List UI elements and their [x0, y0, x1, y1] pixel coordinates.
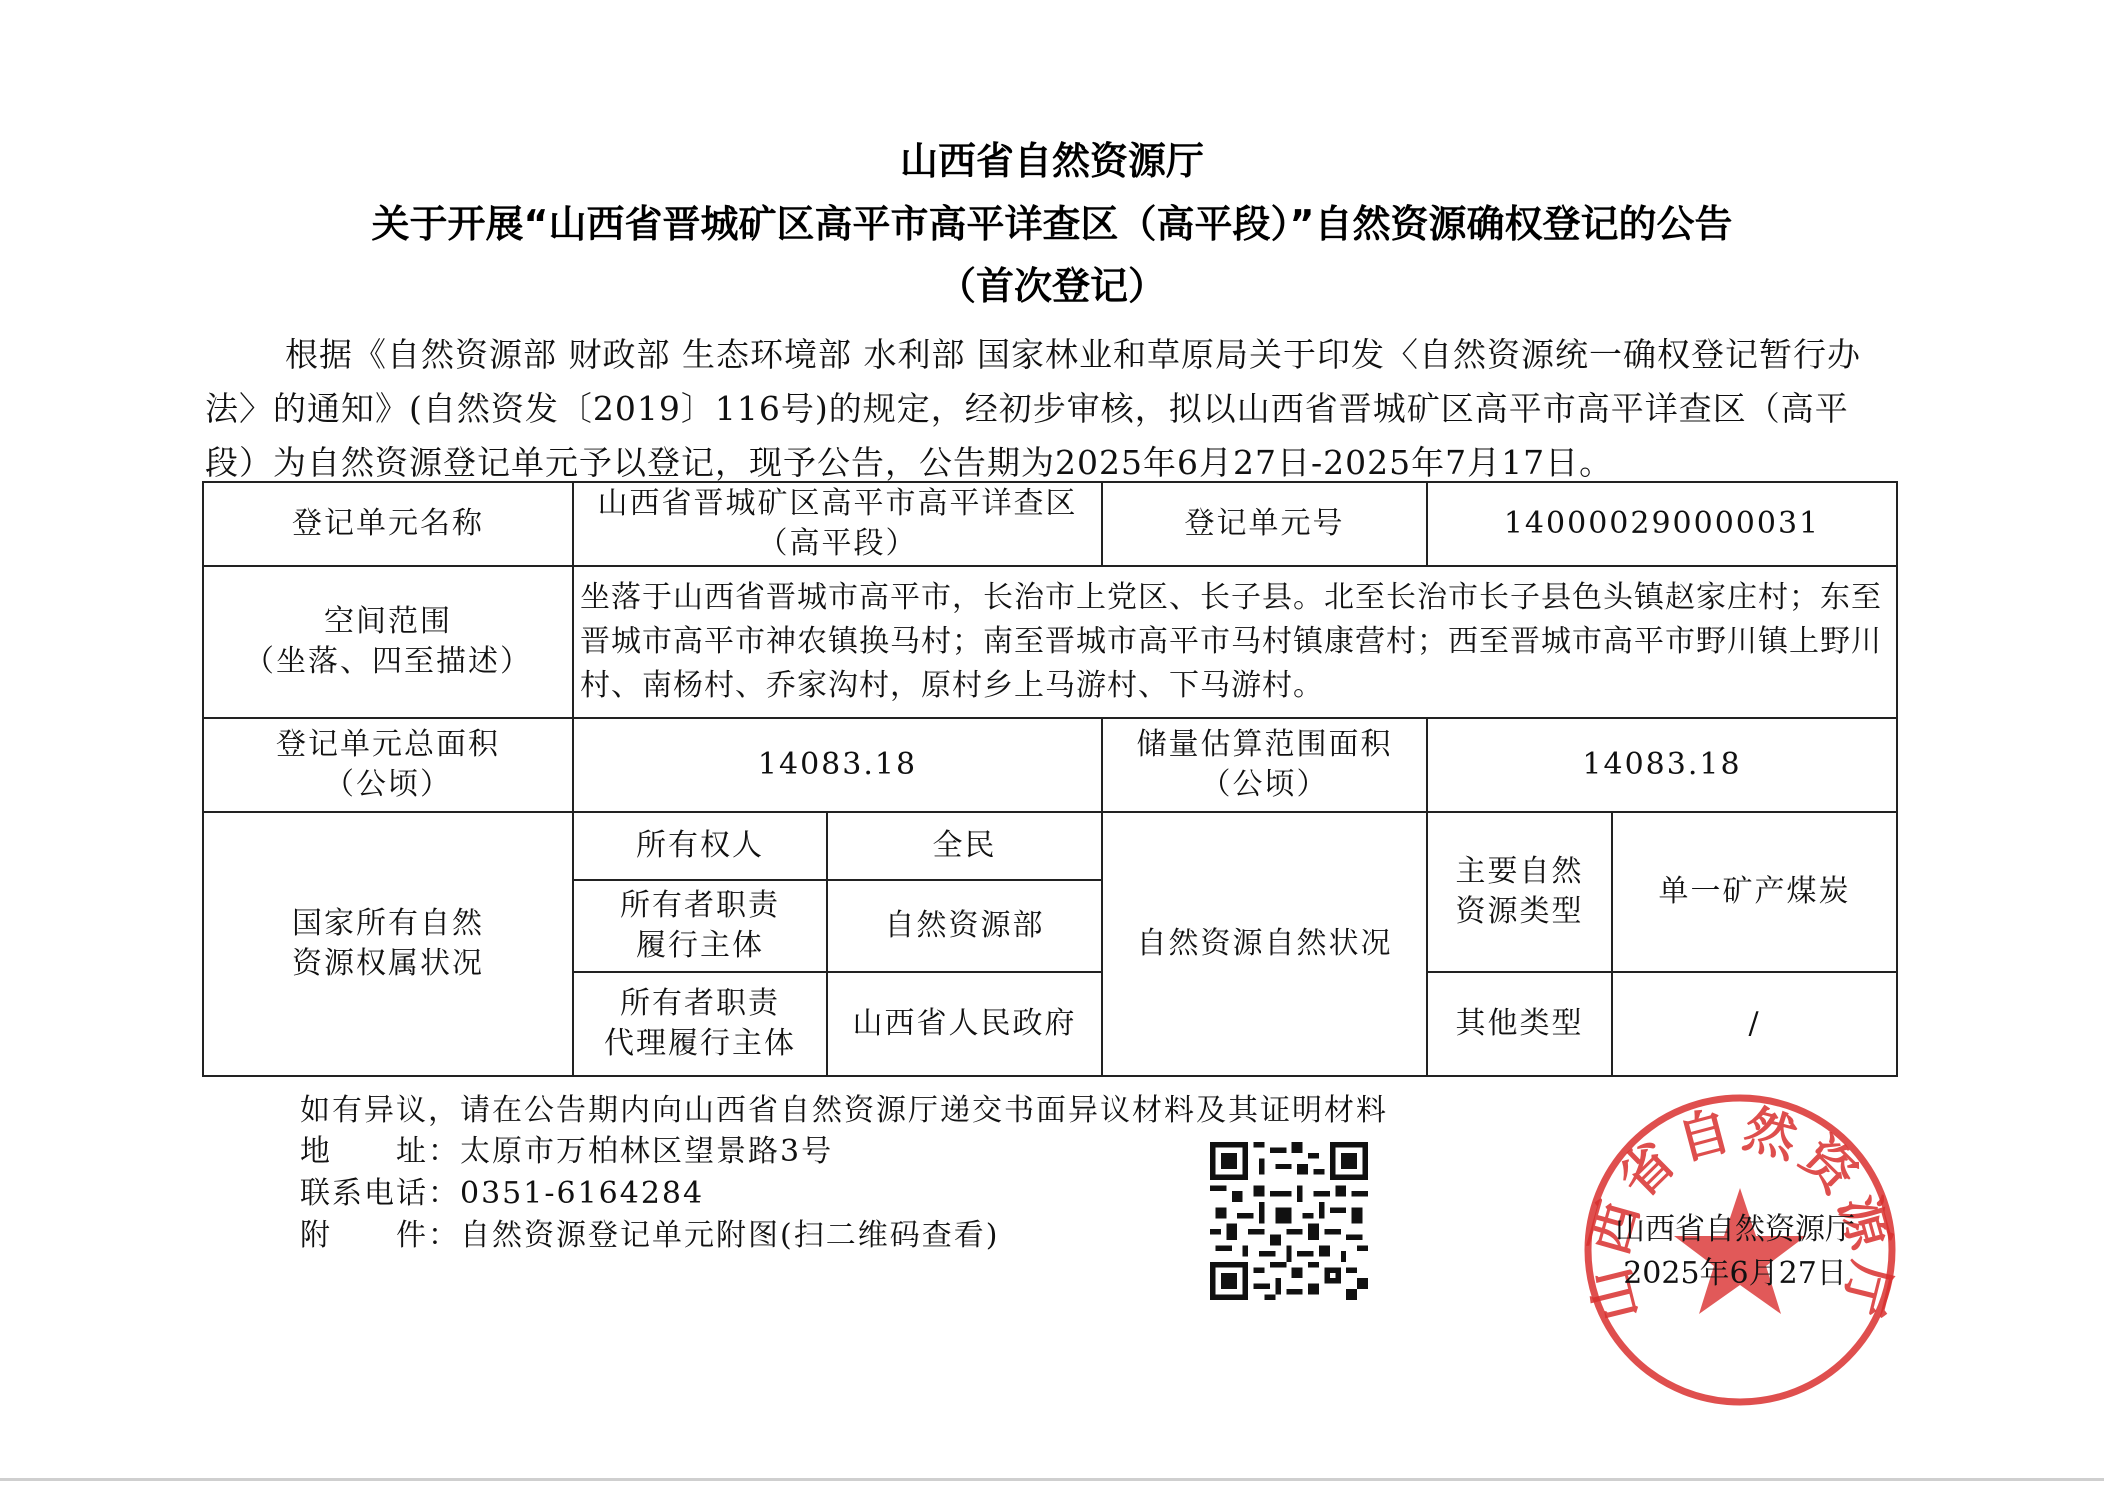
seal-text: 山西省自然资源厅 [1580, 1098, 1900, 1328]
unit-name-label: 登记单元名称 [203, 482, 573, 566]
address-line: 地 址：太原市万柏林区望景路3号 [300, 1134, 834, 1169]
unit-name-value: 山西省晋城矿区高平市高平详查区 （高平段） [573, 482, 1102, 566]
ownership-label: 国家所有自然 资源权属状况 [203, 812, 573, 1076]
main-type-label: 主要自然 资源类型 [1427, 812, 1612, 972]
reserve-area-label: 储量估算范围面积 （公顷） [1102, 718, 1427, 812]
duty-label: 所有者职责 履行主体 [573, 880, 827, 972]
unit-no-label: 登记单元号 [1102, 482, 1427, 566]
doc-title-line2: 关于开展“山西省晋城矿区高平市高平详查区（高平段）”自然资源确权登记的公告 [371, 202, 1733, 246]
other-type-label: 其他类型 [1427, 972, 1612, 1076]
intro-paragraph: 根据《自然资源部 财政部 生态环境部 水利部 国家林业和草原局关于印发〈自然资源统一确权登记暂行办法〉的通知》(自然资发〔2019〕116号)的规定，经初步审核，拟以山西省晋城矿区高平市高平详查区（高平段）为自然资源登记单元予以登记，现予公告，公告期为2025年6月27日-2025年7月17日。 [205, 335, 1861, 482]
signature-block [1560, 1208, 1910, 1296]
qr-code-icon[interactable] [1210, 1142, 1368, 1300]
doc-title-line1: 山西省自然资源厅 [899, 139, 1204, 183]
signature-org: 山西省自然资源厅 [1615, 1212, 1855, 1247]
unit-no-value: 140000290000031 [1427, 482, 1897, 566]
total-area-value: 14083.18 [573, 718, 1102, 812]
agent-value: 山西省人民政府 [827, 972, 1102, 1076]
signature-date: 2025年6月27日 [1623, 1256, 1847, 1291]
other-type-value: / [1612, 972, 1897, 1076]
doc-title-line3: （首次登记） [937, 264, 1166, 308]
duty-value: 自然资源部 [827, 880, 1102, 972]
reserve-area-value: 14083.18 [1427, 718, 1897, 812]
nature-label: 自然资源自然状况 [1102, 812, 1427, 1076]
owner-value: 全民 [827, 812, 1102, 880]
attachment-line: 附 件：自然资源登记单元附图(扫二维码查看) [300, 1218, 1000, 1253]
page-bottom-divider [0, 1478, 2104, 1481]
main-type-value: 单一矿产煤炭 [1612, 812, 1897, 972]
total-area-label: 登记单元总面积 （公顷） [203, 718, 573, 812]
owner-label: 所有权人 [573, 812, 827, 880]
objection-note: 如有异议，请在公告期内向山西省自然资源厅递交书面异议材料及其证明材料 [300, 1093, 1388, 1128]
agent-label: 所有者职责 代理履行主体 [573, 972, 827, 1076]
space-range-value: 坐落于山西省晋城市高平市，长治市上党区、长子县。北至长治市长子县色头镇赵家庄村；东至晋城市高平市神农镇换马村；南至晋城市高平市马村镇康营村；西至晋城市高平市野川镇上野川村、南杨村、乔家沟村，原村乡上马游村、下马游村。 [573, 566, 1897, 718]
space-range-label: 空间范围 （坐落、四至描述） [203, 566, 573, 718]
registration-table [202, 481, 1898, 1077]
phone-line: 联系电话：0351-6164284 [300, 1176, 705, 1211]
